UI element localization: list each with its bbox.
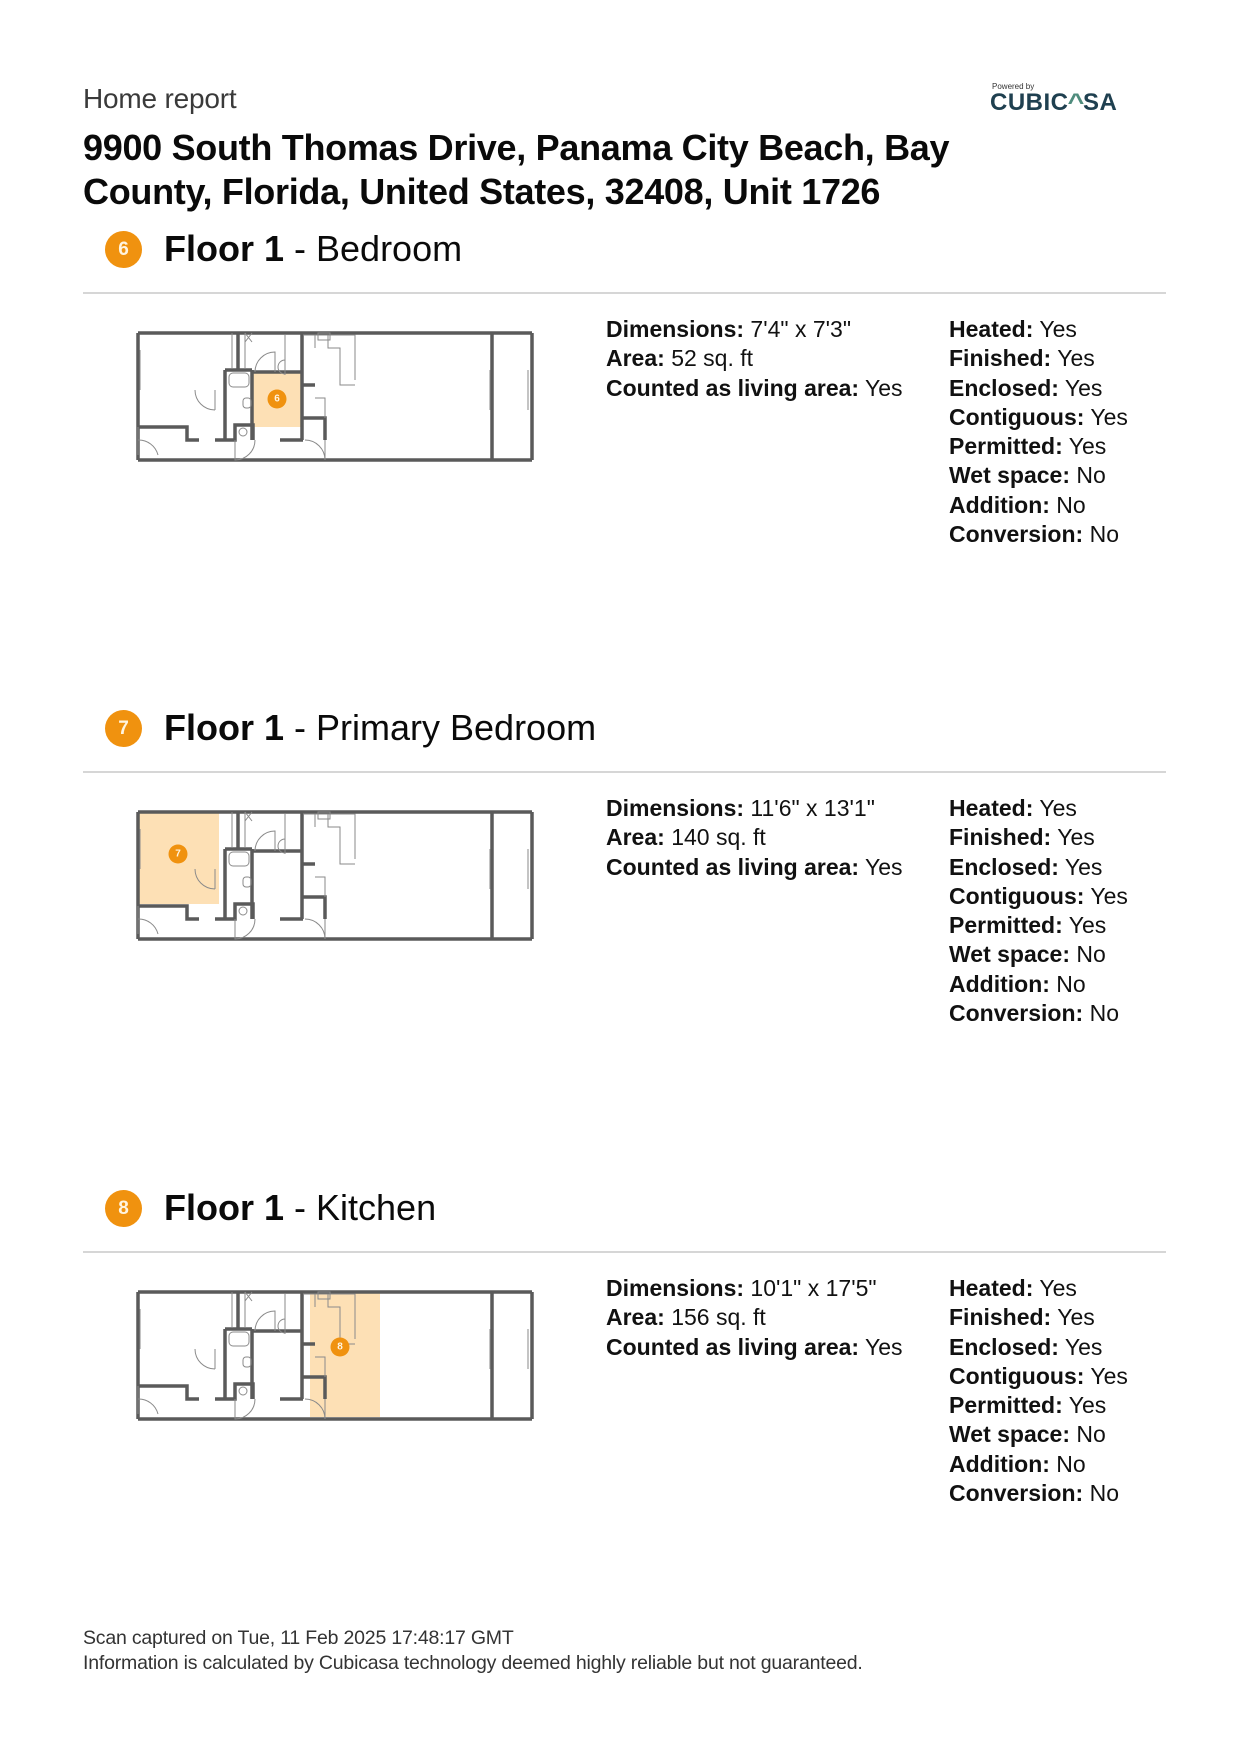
attribute-key: Conversion: <box>949 521 1084 548</box>
room-measurements <box>606 315 903 403</box>
svg-text:6: 6 <box>274 393 280 405</box>
attribute-key: Area: <box>606 1304 665 1331</box>
attribute-value: Yes <box>1062 912 1107 939</box>
room-number-badge: 8 <box>105 1190 142 1227</box>
brand-wordmark <box>990 91 1140 115</box>
attribute-value: Yes <box>1084 403 1128 430</box>
attribute-key: Counted as living area: <box>606 853 860 880</box>
attribute-key: Permitted: <box>949 1392 1063 1419</box>
brand-text-post: SA <box>1083 89 1118 116</box>
attribute-row <box>949 853 1128 882</box>
attribute-key: Heated: <box>949 316 1034 342</box>
attribute-value: No <box>1070 462 1106 489</box>
room-attributes <box>949 794 1128 1028</box>
attribute-key: Contiguous: <box>949 403 1085 430</box>
floor-plan-drawing <box>135 1289 535 1429</box>
attribute-value: Yes <box>1062 433 1107 460</box>
attribute-key: Enclosed: <box>949 853 1059 880</box>
attribute-row <box>949 520 1128 549</box>
attribute-key: Finished: <box>949 345 1052 372</box>
brand-roof-icon: ^ <box>1067 89 1085 116</box>
room-measurements <box>606 1274 903 1362</box>
section-divider <box>83 292 1166 294</box>
attribute-key: Counted as living area: <box>606 374 860 401</box>
attribute-row <box>949 999 1128 1028</box>
attribute-value: Yes <box>1058 374 1103 401</box>
attribute-row <box>606 1333 903 1362</box>
attribute-value: 10'1" x 17'5" <box>744 1275 877 1301</box>
attribute-value: Yes <box>1084 882 1128 909</box>
room-header <box>83 225 1166 295</box>
attribute-row <box>949 1274 1128 1303</box>
attribute-row <box>949 970 1128 999</box>
floor-plan-drawing <box>135 330 535 470</box>
attribute-key: Area: <box>606 824 665 851</box>
attribute-row <box>949 1420 1128 1449</box>
floor-plan-drawing <box>135 809 535 949</box>
attribute-value: Yes <box>1058 1333 1103 1360</box>
attribute-value: No <box>1083 1000 1119 1027</box>
room-measurements <box>606 794 903 882</box>
attribute-value: 11'6" x 13'1" <box>744 795 875 821</box>
attribute-value: No <box>1070 1421 1106 1448</box>
attribute-row <box>949 1450 1128 1479</box>
attribute-row <box>949 315 1128 344</box>
attribute-row <box>949 1362 1128 1391</box>
attribute-row <box>606 853 903 882</box>
attribute-row <box>949 882 1128 911</box>
attribute-value: Yes <box>859 1333 903 1360</box>
room-number-badge: 6 <box>105 231 142 268</box>
powered-by-label: Powered by <box>992 82 1035 91</box>
attribute-row <box>949 1303 1128 1332</box>
attribute-value: No <box>1049 491 1086 518</box>
attribute-key: Addition: <box>949 970 1050 997</box>
room-section-bedroom <box>83 225 1166 548</box>
room-title <box>164 1186 436 1230</box>
floor-label: Floor 1 <box>164 1187 285 1228</box>
attribute-key: Area: <box>606 345 665 372</box>
title-separator: - <box>284 707 317 748</box>
property-address: 9900 South Thomas Drive, Panama City Beach, Bay County, Florida, United States, 32408, Unit 1726 <box>83 127 950 212</box>
attribute-value: 140 sq. ft <box>664 824 766 851</box>
room-name: Kitchen <box>316 1187 437 1228</box>
attribute-value: Yes <box>859 374 903 401</box>
room-number-badge: 7 <box>105 710 142 747</box>
attribute-key: Dimensions: <box>606 795 745 821</box>
attribute-value: No <box>1083 1480 1119 1507</box>
attribute-key: Finished: <box>949 824 1052 851</box>
attribute-row <box>949 403 1128 432</box>
room-section-primary-bedroom <box>83 704 1166 1027</box>
attribute-key: Wet space: <box>949 462 1071 489</box>
attribute-key: Counted as living area: <box>606 1333 860 1360</box>
attribute-value: Yes <box>1058 853 1103 880</box>
attribute-value: No <box>1049 1450 1086 1477</box>
svg-text:7: 7 <box>175 848 181 860</box>
attribute-key: Heated: <box>949 1275 1034 1301</box>
attribute-key: Conversion: <box>949 1480 1084 1507</box>
attribute-row <box>949 491 1128 520</box>
attribute-key: Wet space: <box>949 941 1071 968</box>
attribute-key: Dimensions: <box>606 316 745 342</box>
disclaimer: Information is calculated by Cubicasa technology deemed highly reliable but not guaranteed. <box>83 1652 863 1674</box>
room-section-kitchen <box>83 1184 1166 1507</box>
attribute-value: Yes <box>1051 345 1095 372</box>
attribute-key: Enclosed: <box>949 374 1059 401</box>
title-separator: - <box>284 228 317 269</box>
floor-plan-thumbnail <box>135 330 535 470</box>
attribute-key: Enclosed: <box>949 1333 1059 1360</box>
floor-plan-thumbnail <box>135 809 535 949</box>
attribute-key: Contiguous: <box>949 882 1085 909</box>
attribute-row <box>949 794 1128 823</box>
cubicasa-logo <box>990 82 1140 115</box>
attribute-value: 156 sq. ft <box>664 1304 766 1331</box>
attribute-row <box>949 1391 1128 1420</box>
attribute-row <box>606 1274 903 1303</box>
room-title <box>164 706 596 750</box>
attribute-value: No <box>1070 941 1106 968</box>
floor-label: Floor 1 <box>164 228 285 269</box>
room-attributes <box>949 1274 1128 1508</box>
attribute-value: No <box>1083 521 1119 548</box>
attribute-row <box>949 432 1128 461</box>
scan-timestamp: Scan captured on Tue, 11 Feb 2025 17:48:17 GMT <box>83 1627 514 1649</box>
attribute-key: Finished: <box>949 1304 1052 1331</box>
svg-text:8: 8 <box>337 1341 343 1353</box>
report-footer <box>83 1626 863 1676</box>
attribute-row <box>606 374 903 403</box>
attribute-key: Permitted: <box>949 912 1063 939</box>
title-separator: - <box>284 1187 317 1228</box>
attribute-row <box>949 344 1128 373</box>
attribute-row <box>949 461 1128 490</box>
attribute-value: Yes <box>859 853 903 880</box>
attribute-value: Yes <box>1084 1362 1128 1389</box>
report-label: Home report <box>83 83 237 114</box>
attribute-row <box>949 911 1128 940</box>
attribute-row <box>606 823 903 852</box>
room-attributes <box>949 315 1128 549</box>
floor-label: Floor 1 <box>164 707 285 748</box>
attribute-value: Yes <box>1033 795 1077 821</box>
attribute-value: Yes <box>1051 824 1095 851</box>
attribute-row <box>606 794 903 823</box>
section-divider <box>83 1251 1166 1253</box>
attribute-row <box>949 374 1128 403</box>
attribute-row <box>949 1333 1128 1362</box>
floor-plan-thumbnail <box>135 1289 535 1429</box>
attribute-value: Yes <box>1033 316 1077 342</box>
attribute-row <box>606 315 903 344</box>
attribute-value: Yes <box>1033 1275 1077 1301</box>
room-header <box>83 1184 1166 1254</box>
attribute-key: Addition: <box>949 491 1050 518</box>
section-divider <box>83 771 1166 773</box>
attribute-key: Contiguous: <box>949 1362 1085 1389</box>
attribute-value: Yes <box>1062 1392 1107 1419</box>
room-name: Bedroom <box>316 228 463 269</box>
attribute-key: Dimensions: <box>606 1275 745 1301</box>
attribute-key: Permitted: <box>949 433 1063 460</box>
attribute-row <box>949 823 1128 852</box>
attribute-value: No <box>1049 970 1086 997</box>
room-header <box>83 704 1166 774</box>
attribute-row <box>606 1303 903 1332</box>
attribute-value: 52 sq. ft <box>664 345 754 372</box>
attribute-value: 7'4" x 7'3" <box>744 316 851 342</box>
room-title <box>164 227 462 271</box>
attribute-row <box>949 940 1128 969</box>
attribute-key: Wet space: <box>949 1421 1071 1448</box>
attribute-row <box>949 1479 1128 1508</box>
attribute-key: Heated: <box>949 795 1034 821</box>
brand-text-pre: CUBIC <box>990 89 1069 116</box>
attribute-row <box>606 344 903 373</box>
attribute-key: Addition: <box>949 1450 1050 1477</box>
attribute-value: Yes <box>1051 1304 1095 1331</box>
room-name: Primary Bedroom <box>316 707 597 748</box>
attribute-key: Conversion: <box>949 1000 1084 1027</box>
